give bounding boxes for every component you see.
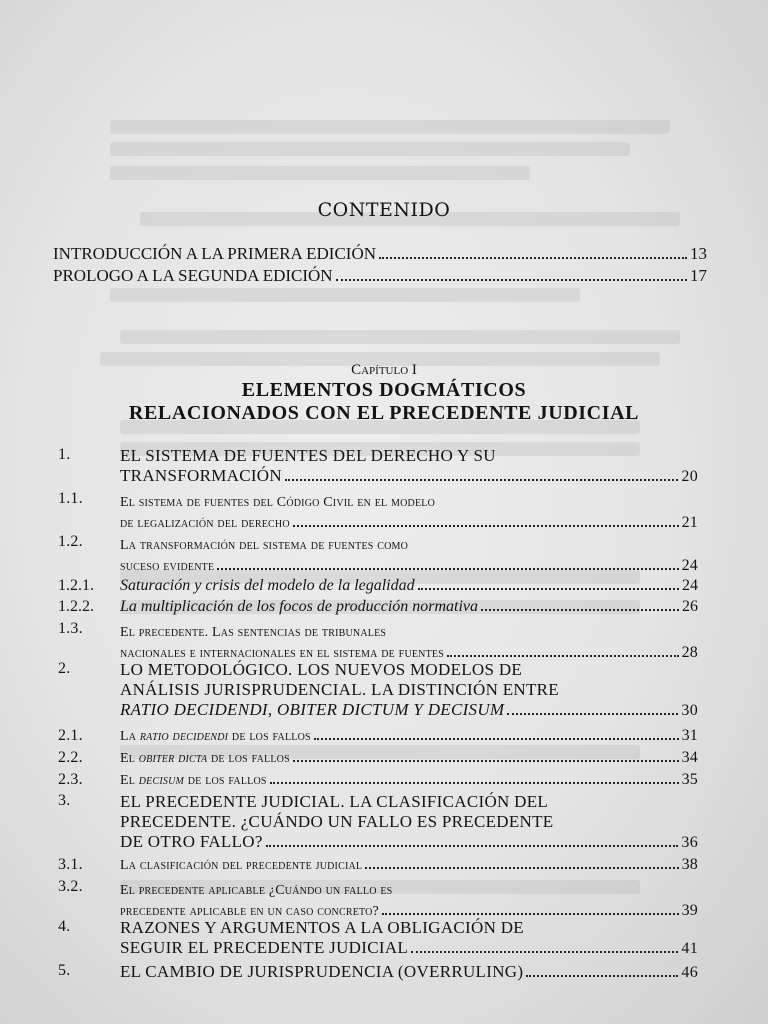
toc-entry[interactable] (58, 660, 698, 726)
toc-entry-text: EL CAMBIO DE JURISPRUDENCIA (OVERRULING) (120, 962, 524, 981)
toc-entry-text: RAZONES Y ARGUMENTOS A LA OBLIGACIÓN DE (120, 918, 524, 937)
dot-leader (526, 975, 678, 977)
contents-title: CONTENIDO (317, 199, 451, 221)
dot-leader (293, 760, 679, 762)
toc-entry-text: suceso evidente (120, 559, 215, 574)
toc-entry-text: de legalización del derecho (120, 516, 290, 531)
toc-entry-number: 3. (58, 792, 71, 809)
dot-leader (293, 525, 679, 527)
toc-entry[interactable] (58, 490, 698, 532)
dot-leader (314, 738, 679, 740)
toc-page-number: 21 (681, 514, 698, 531)
toc-entry[interactable] (58, 749, 698, 771)
toc-page-number: 35 (681, 771, 698, 788)
dot-leader (217, 568, 678, 570)
toc-entry-text: La transformación del sistema de fuentes como (120, 538, 409, 553)
chapter-label: Capítulo I (351, 362, 417, 378)
toc-entry-text: El obiter dicta de los fallos (120, 751, 290, 766)
toc-page-number: 41 (681, 940, 698, 957)
dot-leader (285, 479, 678, 481)
toc-page-number: 17 (690, 266, 707, 285)
toc-entry-text: ANÁLISIS JURISPRUDENCIAL. LA DISTINCIÓN ENTRE (120, 680, 559, 699)
toc-entry[interactable] (58, 878, 698, 920)
toc-entry-number: 4. (58, 918, 71, 935)
toc-entry-number: 1.2. (58, 533, 83, 550)
toc-page-number: 24 (681, 557, 698, 574)
toc-entry-label: INTRODUCCIÓN A LA PRIMERA EDICIÓN (53, 244, 377, 263)
toc-entry[interactable] (58, 918, 698, 962)
toc-page-number: 20 (681, 468, 698, 485)
toc-entry-text: El sistema de fuentes del Código Civil en el modelo (120, 495, 436, 510)
toc-entry-text: EL SISTEMA DE FUENTES DEL DERECHO Y SU (120, 446, 496, 465)
dot-leader (266, 845, 679, 847)
toc-entry-text: Saturación y crisis del modelo de la legalidad (120, 577, 415, 594)
toc-entry-number: 2.1. (58, 727, 83, 744)
toc-entry-number: 2. (58, 660, 71, 677)
toc-entry-text: EL PRECEDENTE JUDICIAL. LA CLASIFICACIÓN DEL (120, 792, 549, 811)
dot-leader (411, 951, 678, 953)
toc-entry-text: LO METODOLÓGICO. LOS NUEVOS MODELOS DE (120, 660, 523, 679)
toc-entry-text: El precedente. Las sentencias de tribunales (120, 625, 387, 640)
toc-entry-number: 3.2. (58, 878, 83, 895)
toc-page-number: 46 (681, 964, 698, 981)
toc-page-number: 13 (690, 244, 707, 263)
toc-entry-number: 5. (58, 962, 71, 979)
toc-entry-text: RATIO DECIDENDI, OBITER DICTUM Y DECISUM (120, 700, 505, 719)
toc-entry-text: La multiplicación de los focos de producción normativa (120, 598, 479, 615)
toc-entry[interactable] (58, 727, 698, 749)
toc-entry[interactable] (58, 446, 698, 490)
toc-page-number: 30 (681, 702, 698, 719)
toc-entry-text: SEGUIR EL PRECEDENTE JUDICIAL (120, 938, 409, 957)
toc-entry-text: DE OTRO FALLO? (120, 832, 263, 851)
toc-entry-number: 2.2. (58, 749, 83, 766)
toc-entry[interactable] (58, 620, 698, 662)
dot-leader (365, 867, 678, 869)
toc-entry[interactable] (58, 533, 698, 575)
toc-entry-text: El decisum de los fallos (120, 773, 267, 788)
toc-entry-text: precedente aplicable en un caso concreto? (120, 904, 379, 919)
toc-entry-number: 2.3. (58, 771, 83, 788)
toc-entry-number: 1.2.2. (58, 598, 94, 615)
toc-entry-intro-first-edition[interactable] (53, 242, 707, 264)
toc-entry-label: PROLOGO A LA SEGUNDA EDICIÓN (53, 266, 333, 285)
dot-leader (270, 782, 679, 784)
chapter-title-line-2: RELACIONADOS CON EL PRECEDENTE JUDICIAL (128, 402, 640, 424)
toc-entry-text: TRANSFORMACIÓN (120, 466, 282, 485)
toc-entry-prologue-second-edition[interactable] (53, 264, 707, 286)
toc-entry-text: La clasificación del precedente judicial (120, 858, 363, 873)
toc-entry-number: 3.1. (58, 856, 83, 873)
toc-page-number: 38 (681, 856, 698, 873)
toc-entry-text: PRECEDENTE. ¿CUÁNDO UN FALLO ES PRECEDENTE (120, 812, 554, 831)
toc-entry-text: La ratio decidendi de los fallos (120, 729, 311, 744)
toc-page-number: 39 (681, 902, 698, 919)
toc-entry[interactable] (58, 577, 698, 599)
toc-page-number: 34 (681, 749, 698, 766)
toc-entry[interactable] (58, 792, 698, 858)
toc-entry-number: 1.2.1. (58, 577, 94, 594)
toc-entry-text: El precedente aplicable ¿Cuándo un fallo es (120, 883, 393, 898)
toc-entry[interactable] (58, 962, 698, 984)
dot-leader (481, 609, 679, 611)
toc-page-number: 31 (681, 727, 698, 744)
dot-leader (418, 588, 679, 590)
toc-entry[interactable] (58, 771, 698, 793)
toc-page-number: 36 (681, 834, 698, 851)
dot-leader (507, 713, 678, 715)
toc-page-number: 26 (682, 598, 698, 615)
dot-leader (336, 279, 687, 281)
toc-entry-number: 1.1. (58, 490, 83, 507)
toc-entry-number: 1. (58, 446, 71, 463)
toc-entry[interactable] (58, 598, 698, 620)
toc-page-number: 24 (682, 577, 698, 594)
toc-entry-text: nacionales e internacionales en el sistema de fuentes (120, 646, 444, 661)
chapter-title-line-1: ELEMENTOS DOGMÁTICOS (241, 379, 527, 401)
toc-entry-number: 1.3. (58, 620, 83, 637)
dot-leader (382, 913, 679, 915)
toc-page-number: 28 (681, 644, 698, 661)
toc-entry[interactable] (58, 856, 698, 878)
dot-leader (447, 655, 679, 657)
dot-leader (379, 257, 687, 259)
